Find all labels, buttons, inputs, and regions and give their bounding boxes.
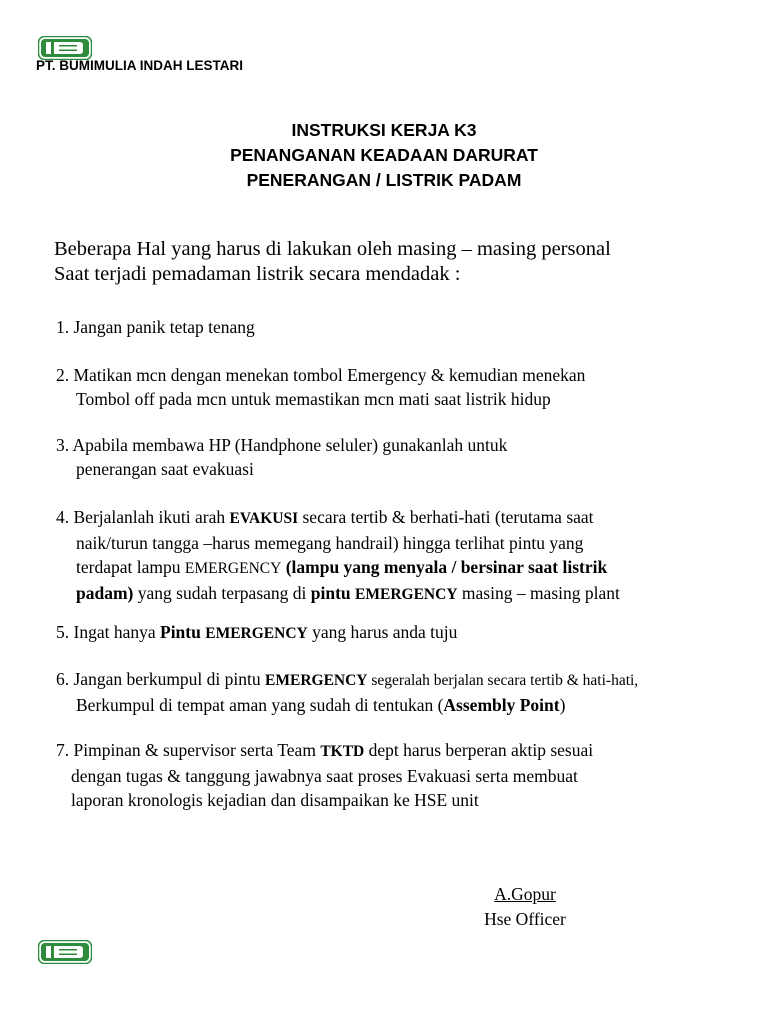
instruction-item-3 — [56, 433, 507, 481]
item-3-line-2: penerangan saat evakuasi — [76, 459, 254, 479]
company-logo — [38, 36, 92, 60]
item-4-line-2: naik/turun tangga –harus memegang handrail) hingga terlihat pintu yang — [76, 533, 584, 553]
item-6-line-2: Berkumpul di tempat aman yang sudah di tentukan (Assembly Point) — [76, 695, 566, 715]
intro-line-2: Saat terjadi pemadaman listrik secara mendadak : — [54, 263, 461, 285]
instruction-item-4 — [56, 505, 620, 607]
title-line-1: INSTRUKSI KERJA K3 — [291, 120, 477, 140]
signatory-name: A.Gopur — [494, 884, 556, 904]
signature-block — [450, 882, 600, 932]
document-title — [0, 118, 768, 193]
instruction-item-7 — [56, 738, 593, 812]
item-2-line-1: 2. Matikan mcn dengan menekan tombol Emergency & kemudian menekan — [56, 365, 586, 385]
company-name: PT. BUMIMULIA INDAH LESTARI — [36, 58, 243, 73]
instruction-item-2 — [56, 363, 585, 411]
item-7-line-1: 7. Pimpinan & supervisor serta Team TKTD dept harus berperan aktip sesuai — [56, 740, 594, 760]
instruction-item-6 — [56, 667, 638, 717]
item-7-line-2: dengan tugas & tanggung jawabnya saat proses Evakuasi serta membuat — [71, 766, 578, 786]
item-4-line-3: terdapat lampu EMERGENCY (lampu yang menyala / bersinar saat listrik — [76, 557, 608, 577]
item-4-line-1: 4. Berjalanlah ikuti arah EVAKUSI secara tertib & berhati-hati (terutama saat — [56, 507, 594, 527]
intro-line-1: Beberapa Hal yang harus di lakukan oleh masing – masing personal — [54, 238, 611, 260]
signatory-role: Hse Officer — [484, 909, 566, 929]
item-5-line-1: 5. Ingat hanya Pintu EMERGENCY yang harus anda tuju — [56, 622, 458, 642]
item-2-line-2: Tombol off pada mcn untuk memastikan mcn mati saat listrik hidup — [76, 389, 551, 409]
item-3-line-1: 3. Apabila membawa HP (Handphone seluler) gunakanlah untuk — [56, 435, 508, 455]
intro-paragraph — [54, 237, 611, 287]
item-6-line-1: 6. Jangan berkumpul di pintu EMERGENCY segeralah berjalan secara tertib & hati-hati, — [56, 669, 639, 689]
item-7-line-3: laporan kronologis kejadian dan disampaikan ke HSE unit — [71, 790, 479, 810]
instruction-item-5 — [56, 620, 457, 646]
instruction-item-1 — [56, 315, 255, 339]
title-line-3: PENERANGAN / LISTRIK PADAM — [246, 170, 522, 190]
item-1-line-1: 1. Jangan panik tetap tenang — [56, 317, 255, 337]
title-line-2: PENANGANAN KEADAAN DARURAT — [230, 145, 538, 165]
item-4-line-4: padam) yang sudah terpasang di pintu EMERGENCY masing – masing plant — [76, 583, 620, 603]
footer-logo — [38, 940, 92, 964]
